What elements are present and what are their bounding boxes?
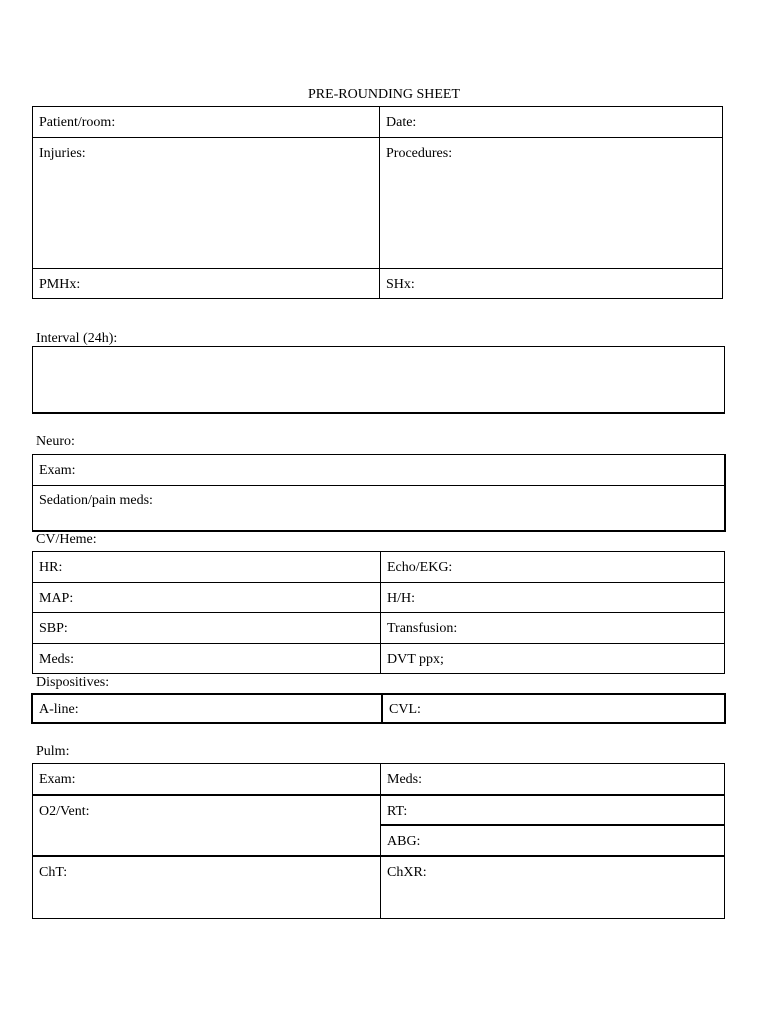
- sbp-field[interactable]: [33, 613, 380, 643]
- patient-room-field[interactable]: [33, 107, 379, 137]
- cvl-field[interactable]: [383, 695, 724, 722]
- neuro-exam-label: Exam:: [39, 463, 76, 478]
- pmhx-label: PMHx:: [39, 277, 81, 292]
- abg-label: ABG:: [387, 834, 421, 849]
- sbp-label: SBP:: [39, 621, 68, 636]
- hr-label: HR:: [39, 560, 63, 575]
- interval-label: Interval (24h):: [36, 331, 118, 346]
- dvt-ppx-label: DVT ppx;: [387, 652, 444, 667]
- dvt-ppx-field[interactable]: [381, 644, 724, 673]
- injuries-label: Injuries:: [39, 146, 86, 161]
- hh-field[interactable]: [381, 583, 724, 612]
- injuries-field[interactable]: [33, 138, 379, 268]
- hh-label: H/H:: [387, 591, 415, 606]
- procedures-label: Procedures:: [386, 146, 453, 161]
- map-field[interactable]: [33, 583, 380, 612]
- map-label: MAP:: [39, 591, 74, 606]
- echo-ekg-label: Echo/EKG:: [387, 560, 453, 575]
- aline-field[interactable]: [33, 695, 381, 722]
- date-label: Date:: [386, 115, 417, 130]
- pulm-meds-field[interactable]: [381, 764, 724, 794]
- aline-label: A-line:: [39, 702, 79, 717]
- cv-meds-field[interactable]: [33, 644, 380, 673]
- rt-label: RT:: [387, 804, 408, 819]
- o2-vent-field[interactable]: [33, 796, 380, 855]
- page-title: PRE-ROUNDING SHEET: [307, 87, 461, 102]
- chxr-field[interactable]: [381, 857, 724, 918]
- transfusion-label: Transfusion:: [387, 621, 458, 636]
- echo-ekg-field[interactable]: [381, 552, 724, 582]
- chxr-label: ChXR:: [387, 865, 427, 880]
- transfusion-field[interactable]: [381, 613, 724, 643]
- rt-field[interactable]: [381, 796, 724, 824]
- pulm-exam-label: Exam:: [39, 772, 76, 787]
- sedation-label: Sedation/pain meds:: [39, 493, 153, 508]
- dispositives-label: Dispositives:: [36, 675, 110, 690]
- interval-field[interactable]: [32, 346, 725, 414]
- procedures-field[interactable]: [380, 138, 722, 268]
- patient-room-label: Patient/room:: [39, 115, 116, 130]
- hr-field[interactable]: [33, 552, 380, 582]
- shx-field[interactable]: [380, 269, 722, 299]
- pulm-meds-label: Meds:: [387, 772, 422, 787]
- date-field[interactable]: [380, 107, 722, 137]
- pulm-label: Pulm:: [36, 744, 70, 759]
- sedation-field[interactable]: [33, 485, 723, 530]
- shx-label: SHx:: [386, 277, 415, 292]
- cv-meds-label: Meds:: [39, 652, 74, 667]
- cvl-label: CVL:: [389, 702, 421, 717]
- abg-field[interactable]: [381, 826, 724, 855]
- cht-field[interactable]: [33, 857, 380, 918]
- neuro-label: Neuro:: [36, 434, 75, 449]
- cv-heme-label: CV/Heme:: [36, 532, 97, 547]
- cht-label: ChT:: [39, 865, 68, 880]
- pmhx-field[interactable]: [33, 269, 379, 299]
- neuro-exam-field[interactable]: [33, 455, 723, 485]
- o2-vent-label: O2/Vent:: [39, 804, 90, 819]
- pulm-exam-field[interactable]: [33, 764, 380, 794]
